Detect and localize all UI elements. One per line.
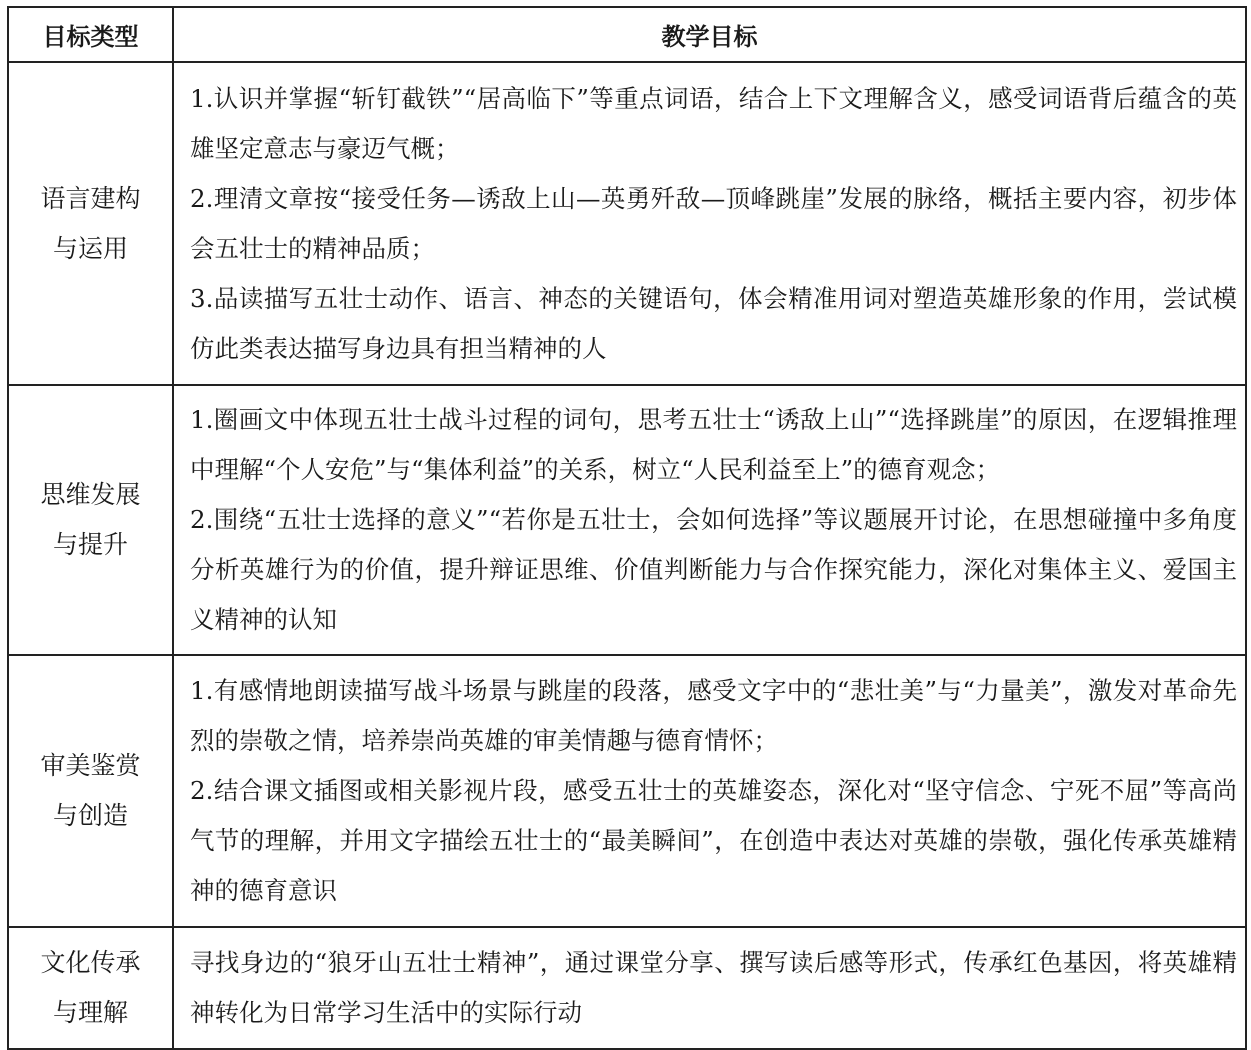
header-goal-type: 目标类型 [8,7,173,62]
goal-content-cell [173,927,1246,1049]
header-teaching-goal: 教学目标 [173,7,1246,62]
goal-item: 2.理清文章按“接受任务—诱敌上山—英勇歼敌—顶峰跳崖”发展的脉络，概括主要内容，初步体会五壮士的精神品质； [190,183,1237,263]
table-row-culture [8,927,1246,1049]
goal-type-cell [8,655,173,927]
goal-item: 3.品读描写五壮士动作、语言、神态的关键语句，体会精准用词对塑造英雄形象的作用，尝试模仿此类表达描写身边具有担当精神的人 [190,283,1237,363]
goal-item: 1.圈画文中体现五壮士战斗过程的词句，思考五壮士“诱敌上山”“选择跳崖”的原因，在逻辑推理中理解“个人安危”与“集体利益”的关系，树立“人民利益至上”的德育观念； [190,405,1237,484]
goal-type-line1: 语言建构 [40,183,141,213]
goal-content-cell [173,655,1246,927]
goal-type-line2: 与提升 [52,530,128,559]
goal-content-cell [173,62,1246,385]
table-row-language [8,62,1246,385]
goal-item: 寻找身边的“狼牙山五壮士精神”，通过课堂分享、撰写读后感等形式，传承红色基因，将英雄精神转化为日常学习生活中的实际行动 [190,948,1237,1027]
goal-type-cell [8,62,173,385]
header-row [8,7,1246,62]
teaching-goals-table [7,6,1247,1050]
goal-type-cell [8,927,173,1049]
goal-type-cell [8,385,173,655]
table-row-thinking [8,385,1246,655]
goal-item: 1.有感情地朗读描写战斗场景与跳崖的段落，感受文字中的“悲壮美”与“力量美”，激发对革命先烈的崇敬之情，培养崇尚英雄的审美情趣与德育情怀； [190,676,1237,755]
goal-item: 2.结合课文插图或相关影视片段，感受五壮士的英雄姿态，深化对“坚守信念、宁死不屈”等高尚气节的理解，并用文字描绘五壮士的“最美瞬间”，在创造中表达对英雄的崇敬，强化传承英雄精神的德育意识 [190,776,1237,905]
goal-type-line1: 文化传承 [40,948,141,977]
goal-content-cell [173,385,1246,655]
goal-type-line2: 与创造 [52,801,128,830]
goal-type-line2: 与理解 [52,998,128,1027]
goal-item: 2.围绕“五壮士选择的意义”“若你是五壮士，会如何选择”等议题展开讨论，在思想碰撞中多角度分析英雄行为的价值，提升辩证思维、价值判断能力与合作探究能力，深化对集体主义、爱国主义精神的认知 [190,505,1237,634]
goal-type-line2: 与运用 [52,233,128,263]
goal-item: 1.认识并掌握“斩钉截铁”“居高临下”等重点词语，结合上下文理解含义，感受词语背后蕴含的英雄坚定意志与豪迈气概； [190,83,1237,163]
goal-type-line1: 审美鉴赏 [40,751,141,780]
table-row-aesthetic [8,655,1246,927]
goal-type-line1: 思维发展 [40,480,141,509]
